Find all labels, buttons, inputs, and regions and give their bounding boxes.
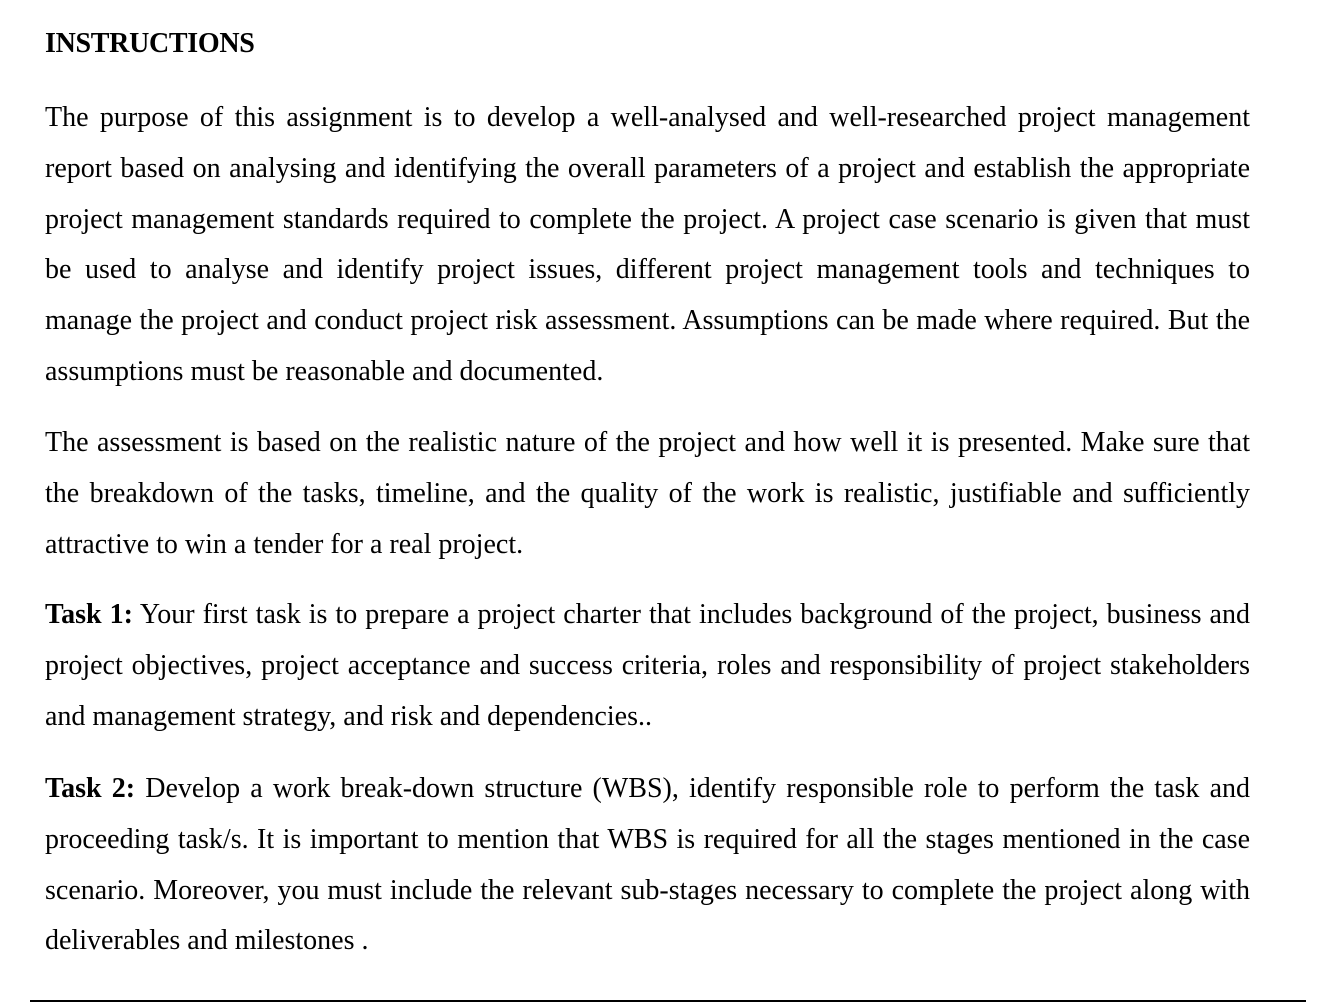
task-2-text: Develop a work break-down structure (WBS), identify responsible role to perform the task and proceeding task/s. It is important to mention that WBS is required for all the stages mentioned in the case scenario. Moreover, you must include the relevant sub-stages necessary to complete the project along with deliverables and milestones . bbox=[45, 773, 1250, 957]
assessment-paragraph: The assessment is based on the realistic nature of the project and how well it is presented. Make sure that the breakdown of the tasks, timeline, and the quality of the work is realistic, justifiable and sufficiently attractive to win a tender for a real project. bbox=[45, 427, 1250, 560]
task-2-label: Task 2: bbox=[45, 773, 136, 804]
task-2-paragraph bbox=[45, 764, 1250, 967]
task-1-text: Your first task is to prepare a project charter that includes background of the project, business and project objectives, project acceptance and success criteria, roles and responsibility of project stakeholders and management strategy, and risk and dependencies.. bbox=[45, 599, 1250, 732]
task-1-paragraph bbox=[45, 590, 1250, 742]
page-title: INSTRUCTIONS bbox=[45, 28, 255, 59]
purpose-paragraph: The purpose of this assignment is to develop a well-analysed and well-researched project management report based on analysing and identifying the overall parameters of a project and establish the appropriate project management standards required to complete the project. A project case scenario is given that must be used to analyse and identify project issues, different project management tools and techniques to manage the project and conduct project risk assessment. Assumptions can be made where required. But the assumptions must be reasonable and documented. bbox=[45, 102, 1250, 387]
page-bottom-rule bbox=[30, 1000, 1306, 1002]
task-1-label: Task 1: bbox=[45, 599, 133, 630]
